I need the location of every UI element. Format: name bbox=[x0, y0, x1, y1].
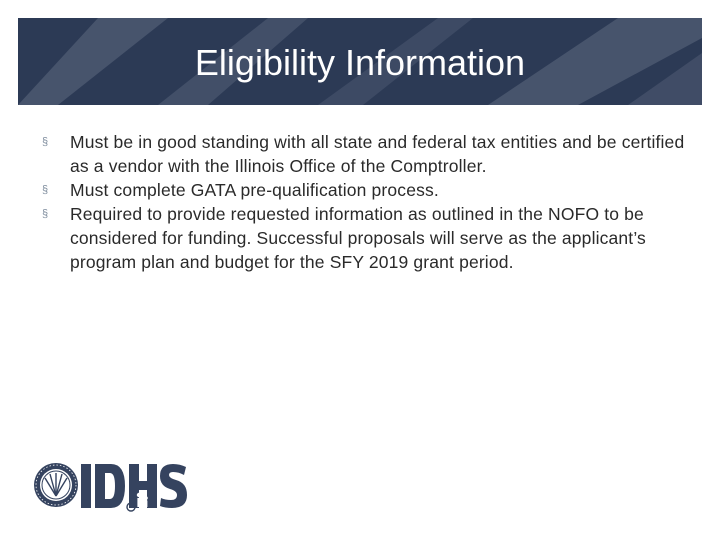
bullet-item bbox=[42, 178, 692, 202]
idhs-wordmark bbox=[81, 464, 198, 512]
bullet-item bbox=[42, 202, 692, 274]
bullet-list bbox=[42, 130, 692, 274]
bullet-marker: § bbox=[42, 136, 49, 148]
bullet-text: Must complete GATA pre-qualification process. bbox=[70, 180, 439, 200]
bullet-text: Must be in good standing with all state and federal tax entities and be certified as a vendor with the Illinois Office of the Comptroller. bbox=[70, 132, 685, 176]
bullet-marker: § bbox=[42, 208, 49, 220]
bullet-marker: § bbox=[42, 184, 49, 196]
slide-title: Eligibility Information bbox=[194, 42, 526, 83]
idhs-logo bbox=[33, 462, 198, 514]
bullet-item bbox=[42, 130, 692, 178]
title-banner bbox=[18, 18, 702, 105]
bullet-text: Required to provide requested information as outlined in the NOFO to be considered for funding. Successful proposals will serve as the applicant’s program plan and budget for the SFY 2019 grant period. bbox=[70, 204, 646, 272]
state-seal-icon bbox=[33, 462, 79, 508]
